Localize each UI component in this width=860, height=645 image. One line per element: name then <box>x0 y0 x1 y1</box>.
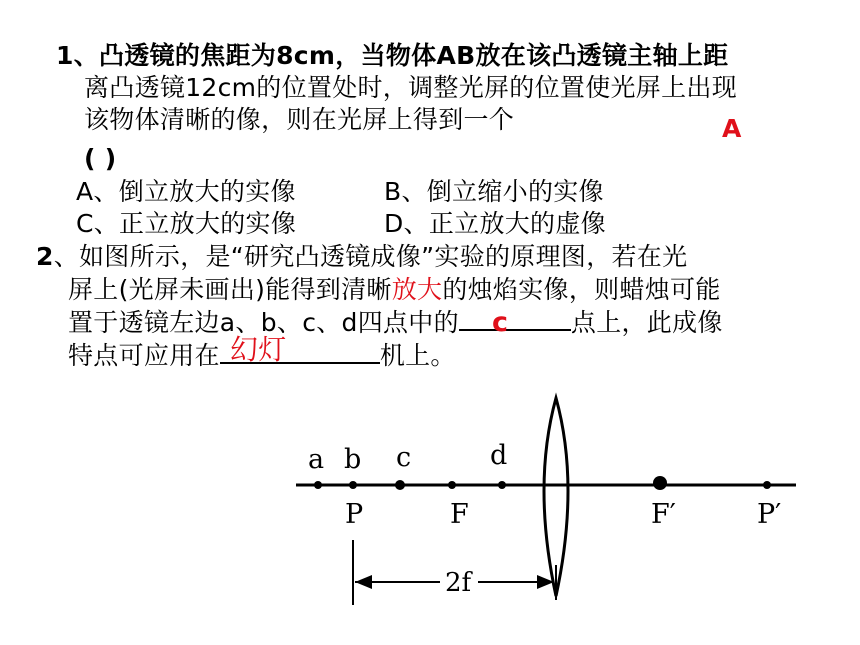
point-b <box>349 481 357 489</box>
q2-number: 2 <box>36 242 54 271</box>
label-p-prime: P′ <box>757 499 782 530</box>
point-d <box>498 481 506 489</box>
label-p: P <box>345 499 364 530</box>
label-b: b <box>344 444 362 475</box>
point-c <box>395 480 405 490</box>
q1-option-b: B、倒立缩小的实像 <box>384 177 604 206</box>
point-a <box>314 481 322 489</box>
q2-line1: 2、如图所示，是“研究凸透镜成像”实验的原理图，若在光 <box>36 242 688 271</box>
q1-option-c: C、正立放大的实像 <box>76 209 297 238</box>
q2-line4: 特点可应用在 机上。 <box>68 341 456 370</box>
label-a: a <box>308 444 325 475</box>
q2-line2: 屏上(光屏未画出)能得到清晰放大的烛焰实像，则蜡烛可能 <box>68 275 721 304</box>
label-f: F <box>450 499 469 530</box>
point-p-prime-mark <box>763 481 771 489</box>
q1-paren: ( ) <box>84 144 117 173</box>
q1-line1: 1、凸透镜的焦距为8cm，当物体AB放在该凸透镜主轴上距 <box>56 41 729 70</box>
label-c: c <box>396 442 412 473</box>
point-f-mark <box>448 481 456 489</box>
q2-answer-point: c <box>492 307 509 338</box>
q1-option-a: A、倒立放大的实像 <box>76 177 296 206</box>
label-d: d <box>490 440 508 471</box>
q2-answer-application: 幻灯 <box>230 333 287 366</box>
point-f-prime-mark <box>653 476 667 490</box>
dimension-arrow-left <box>355 575 372 589</box>
q2-highlight-enlarged: 放大 <box>391 275 443 304</box>
q1-number: 1 <box>56 41 74 70</box>
q2-line3: 置于透镜左边a、b、c、d四点中的 点上，此成像 <box>68 308 723 337</box>
q1-line2: 离凸透镜12cm的位置处时，调整光屏的位置使光屏上出现 <box>84 73 738 102</box>
label-2f: 2f <box>445 568 472 598</box>
q1-answer: A <box>722 114 742 143</box>
q1-option-d: D、正立放大的虚像 <box>384 209 606 238</box>
label-f-prime: F′ <box>651 499 676 530</box>
q1-line3: 该物体清晰的像，则在光屏上得到一个 <box>84 105 515 134</box>
